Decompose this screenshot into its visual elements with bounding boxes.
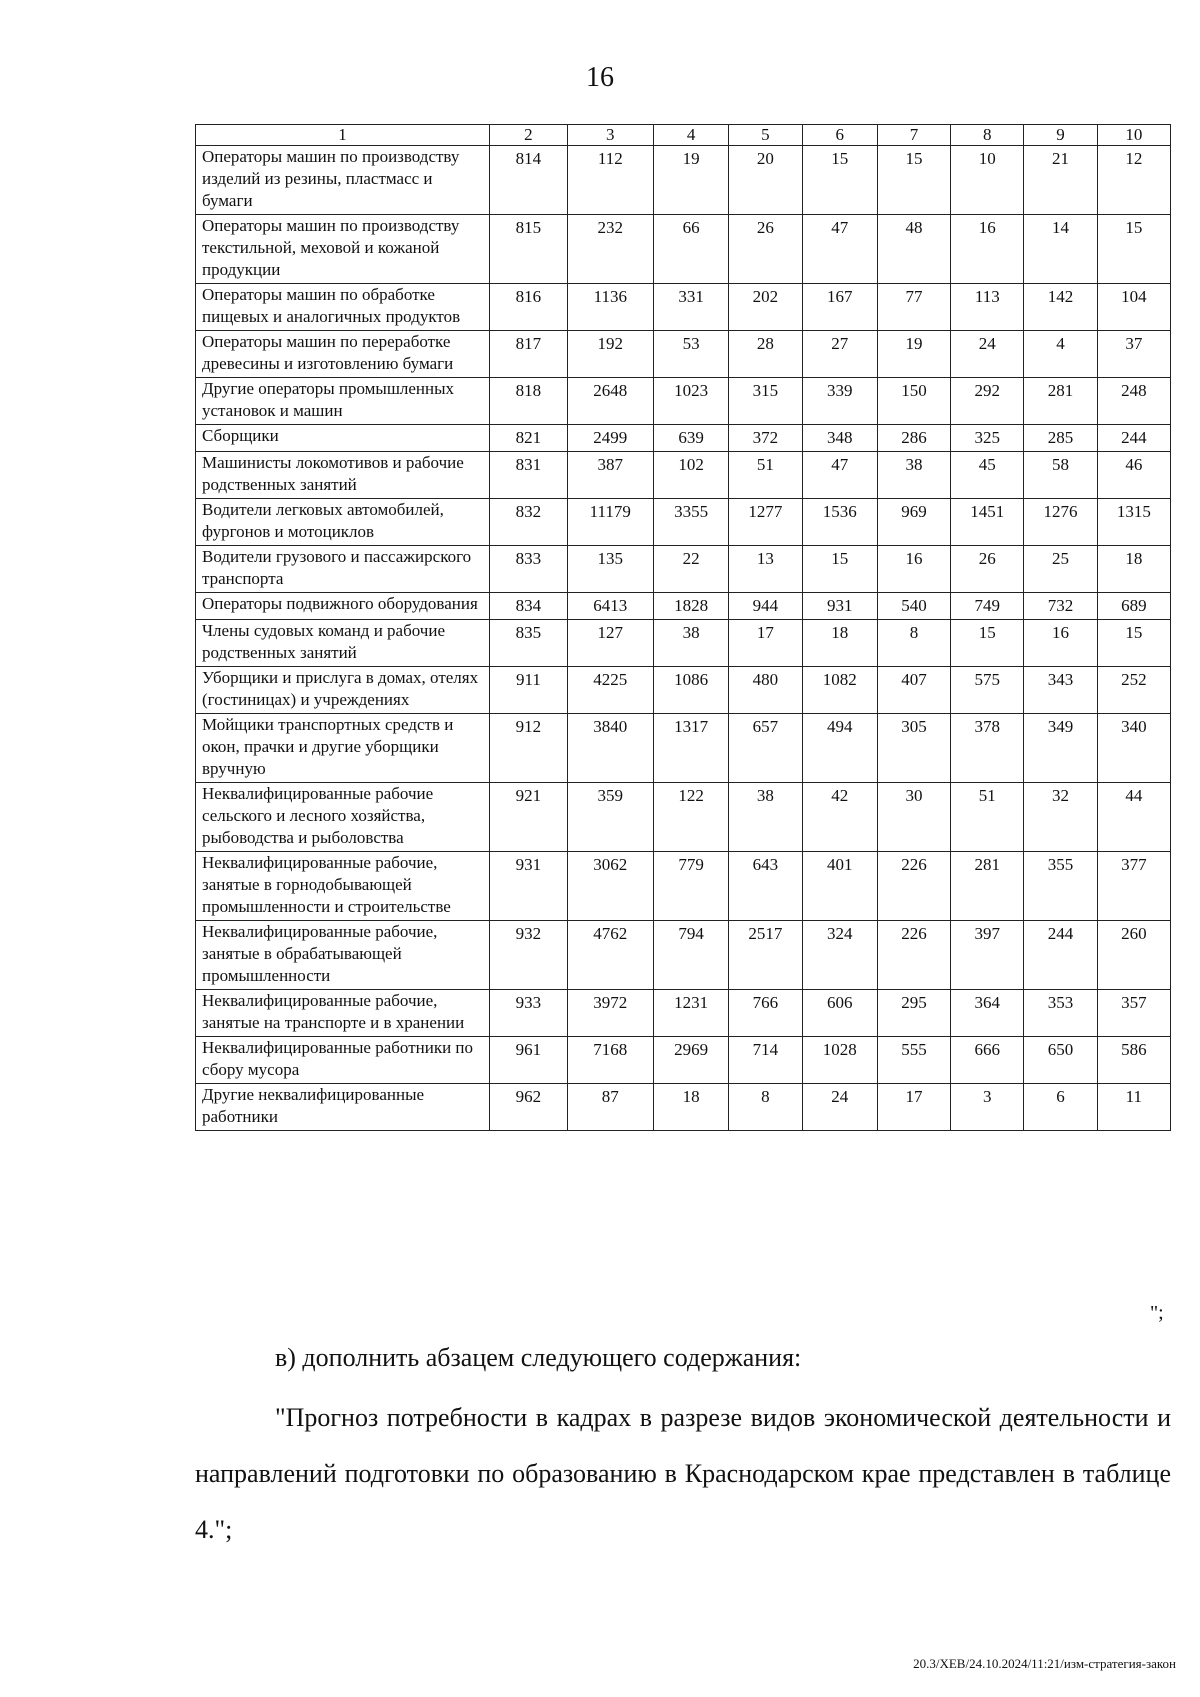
value-cell: 292 (951, 378, 1024, 425)
value-cell: 19 (653, 146, 728, 215)
occupation-name-cell: Неквалифицированные рабочие, занятые в обрабатывающей промышленности (196, 921, 490, 990)
value-cell: 643 (729, 852, 802, 921)
occupation-code-cell: 912 (490, 714, 568, 783)
value-cell: 32 (1024, 783, 1097, 852)
paragraph-forecast: "Прогноз потребности в кадрах в разрезе видов экономической деятельности и направлений подготовки по образованию в Краснодарском крае представлен в таблице 4."; (195, 1403, 1171, 1544)
occupation-code-cell: 835 (490, 620, 568, 667)
value-cell: 18 (802, 620, 877, 667)
value-cell: 794 (653, 921, 728, 990)
occupation-name-cell: Уборщики и прислуга в домах, отелях (гостиницах) и учреждениях (196, 667, 490, 714)
value-cell: 28 (729, 331, 802, 378)
value-cell: 639 (653, 425, 728, 452)
occupation-code-cell: 962 (490, 1084, 568, 1131)
table-row (196, 1084, 1171, 1131)
value-cell: 38 (653, 620, 728, 667)
occupation-code-cell: 814 (490, 146, 568, 215)
occupation-code-cell: 831 (490, 452, 568, 499)
value-cell: 353 (1024, 990, 1097, 1037)
value-cell: 355 (1024, 852, 1097, 921)
occupation-code-cell: 931 (490, 852, 568, 921)
value-cell: 226 (877, 921, 950, 990)
value-cell: 51 (951, 783, 1024, 852)
value-cell: 749 (951, 593, 1024, 620)
value-cell: 1028 (802, 1037, 877, 1084)
value-cell: 295 (877, 990, 950, 1037)
value-cell: 3972 (567, 990, 653, 1037)
value-cell: 586 (1097, 1037, 1170, 1084)
value-cell: 42 (802, 783, 877, 852)
table-row (196, 284, 1171, 331)
value-cell: 27 (802, 331, 877, 378)
value-cell: 45 (951, 452, 1024, 499)
value-cell: 150 (877, 378, 950, 425)
value-cell: 8 (729, 1084, 802, 1131)
value-cell: 16 (1024, 620, 1097, 667)
value-cell: 343 (1024, 667, 1097, 714)
value-cell: 3 (951, 1084, 1024, 1131)
value-cell: 555 (877, 1037, 950, 1084)
value-cell: 281 (1024, 378, 1097, 425)
value-cell: 1276 (1024, 499, 1097, 546)
table-row (196, 852, 1171, 921)
value-cell: 2499 (567, 425, 653, 452)
value-cell: 15 (1097, 620, 1170, 667)
value-cell: 24 (951, 331, 1024, 378)
value-cell: 324 (802, 921, 877, 990)
value-cell: 657 (729, 714, 802, 783)
occupation-name-cell: Операторы машин по производству текстильной, меховой и кожаной продукции (196, 215, 490, 284)
value-cell: 714 (729, 1037, 802, 1084)
value-cell: 2648 (567, 378, 653, 425)
value-cell: 202 (729, 284, 802, 331)
table-row (196, 921, 1171, 990)
table-row (196, 546, 1171, 593)
value-cell: 47 (802, 215, 877, 284)
data-table (195, 124, 1171, 1131)
value-cell: 348 (802, 425, 877, 452)
closing-quote: "; (1150, 1302, 1164, 1324)
occupation-code-cell: 816 (490, 284, 568, 331)
occupation-name-cell: Члены судовых команд и рабочие родственных занятий (196, 620, 490, 667)
value-cell: 1317 (653, 714, 728, 783)
column-header: 4 (653, 125, 728, 146)
occupation-name-cell: Машинисты локомотивов и рабочие родственных занятий (196, 452, 490, 499)
value-cell: 15 (877, 146, 950, 215)
occupation-name-cell: Другие неквалифицированные работники (196, 1084, 490, 1131)
value-cell: 192 (567, 331, 653, 378)
table-row (196, 620, 1171, 667)
column-header: 5 (729, 125, 802, 146)
value-cell: 30 (877, 783, 950, 852)
value-cell: 407 (877, 667, 950, 714)
value-cell: 87 (567, 1084, 653, 1131)
occupation-code-cell: 817 (490, 331, 568, 378)
table-row (196, 331, 1171, 378)
value-cell: 1086 (653, 667, 728, 714)
table-row (196, 1037, 1171, 1084)
table-row (196, 215, 1171, 284)
value-cell: 26 (729, 215, 802, 284)
occupation-name-cell: Водители грузового и пассажирского транспорта (196, 546, 490, 593)
value-cell: 13 (729, 546, 802, 593)
value-cell: 44 (1097, 783, 1170, 852)
table-row (196, 378, 1171, 425)
occupation-name-cell: Операторы машин по обработке пищевых и аналогичных продуктов (196, 284, 490, 331)
value-cell: 122 (653, 783, 728, 852)
occupation-name-cell: Операторы машин по производству изделий из резины, пластмасс и бумаги (196, 146, 490, 215)
value-cell: 12 (1097, 146, 1170, 215)
value-cell: 766 (729, 990, 802, 1037)
occupation-code-cell: 834 (490, 593, 568, 620)
value-cell: 325 (951, 425, 1024, 452)
occupation-code-cell: 961 (490, 1037, 568, 1084)
value-cell: 248 (1097, 378, 1170, 425)
value-cell: 4762 (567, 921, 653, 990)
value-cell: 47 (802, 452, 877, 499)
value-cell: 113 (951, 284, 1024, 331)
value-cell: 11179 (567, 499, 653, 546)
value-cell: 21 (1024, 146, 1097, 215)
value-cell: 18 (653, 1084, 728, 1131)
value-cell: 331 (653, 284, 728, 331)
value-cell: 401 (802, 852, 877, 921)
value-cell: 22 (653, 546, 728, 593)
value-cell: 167 (802, 284, 877, 331)
column-header: 2 (490, 125, 568, 146)
table-header-row (196, 125, 1171, 146)
value-cell: 46 (1097, 452, 1170, 499)
column-header: 3 (567, 125, 653, 146)
value-cell: 1536 (802, 499, 877, 546)
table-row (196, 593, 1171, 620)
occupation-code-cell: 818 (490, 378, 568, 425)
table-row (196, 146, 1171, 215)
occupation-code-cell: 933 (490, 990, 568, 1037)
column-header: 6 (802, 125, 877, 146)
value-cell: 102 (653, 452, 728, 499)
value-cell: 51 (729, 452, 802, 499)
value-cell: 1231 (653, 990, 728, 1037)
value-cell: 26 (951, 546, 1024, 593)
value-cell: 104 (1097, 284, 1170, 331)
value-cell: 15 (1097, 215, 1170, 284)
value-cell: 25 (1024, 546, 1097, 593)
value-cell: 931 (802, 593, 877, 620)
table-row (196, 452, 1171, 499)
value-cell: 2517 (729, 921, 802, 990)
value-cell: 232 (567, 215, 653, 284)
value-cell: 16 (877, 546, 950, 593)
value-cell: 1451 (951, 499, 1024, 546)
column-header: 1 (196, 125, 490, 146)
value-cell: 4225 (567, 667, 653, 714)
occupation-name-cell: Водители легковых автомобилей, фургонов и мотоциклов (196, 499, 490, 546)
occupation-name-cell: Другие операторы промышленных установок и машин (196, 378, 490, 425)
value-cell: 11 (1097, 1084, 1170, 1131)
value-cell: 3840 (567, 714, 653, 783)
value-cell: 1082 (802, 667, 877, 714)
occupation-code-cell: 832 (490, 499, 568, 546)
value-cell: 969 (877, 499, 950, 546)
value-cell: 58 (1024, 452, 1097, 499)
value-cell: 1277 (729, 499, 802, 546)
value-cell: 285 (1024, 425, 1097, 452)
column-header: 10 (1097, 125, 1170, 146)
value-cell: 6 (1024, 1084, 1097, 1131)
value-cell: 606 (802, 990, 877, 1037)
value-cell: 494 (802, 714, 877, 783)
value-cell: 397 (951, 921, 1024, 990)
value-cell: 359 (567, 783, 653, 852)
value-cell: 15 (802, 546, 877, 593)
table-body (196, 146, 1171, 1131)
value-cell: 10 (951, 146, 1024, 215)
value-cell: 66 (653, 215, 728, 284)
page-number: 16 (586, 62, 614, 93)
value-cell: 6413 (567, 593, 653, 620)
value-cell: 377 (1097, 852, 1170, 921)
value-cell: 944 (729, 593, 802, 620)
value-cell: 260 (1097, 921, 1170, 990)
value-cell: 378 (951, 714, 1024, 783)
value-cell: 77 (877, 284, 950, 331)
column-header: 7 (877, 125, 950, 146)
occupation-name-cell: Неквалифицированные рабочие, занятые в горнодобывающей промышленности и строительстве (196, 852, 490, 921)
table-row (196, 667, 1171, 714)
value-cell: 127 (567, 620, 653, 667)
value-cell: 779 (653, 852, 728, 921)
value-cell: 364 (951, 990, 1024, 1037)
value-cell: 1023 (653, 378, 728, 425)
value-cell: 1828 (653, 593, 728, 620)
occupation-code-cell: 833 (490, 546, 568, 593)
value-cell: 315 (729, 378, 802, 425)
column-header: 9 (1024, 125, 1097, 146)
paragraph-amendment: в) дополнить абзацем следующего содержания: (275, 1343, 802, 1372)
occupation-code-cell: 911 (490, 667, 568, 714)
value-cell: 1136 (567, 284, 653, 331)
value-cell: 689 (1097, 593, 1170, 620)
value-cell: 142 (1024, 284, 1097, 331)
value-cell: 18 (1097, 546, 1170, 593)
value-cell: 3062 (567, 852, 653, 921)
occupation-name-cell: Неквалифицированные работники по сбору мусора (196, 1037, 490, 1084)
value-cell: 37 (1097, 331, 1170, 378)
value-cell: 305 (877, 714, 950, 783)
value-cell: 340 (1097, 714, 1170, 783)
value-cell: 286 (877, 425, 950, 452)
value-cell: 1315 (1097, 499, 1170, 546)
value-cell: 349 (1024, 714, 1097, 783)
value-cell: 48 (877, 215, 950, 284)
value-cell: 244 (1024, 921, 1097, 990)
occupation-name-cell: Операторы машин по переработке древесины и изготовлению бумаги (196, 331, 490, 378)
occupation-name-cell: Сборщики (196, 425, 490, 452)
value-cell: 20 (729, 146, 802, 215)
occupation-code-cell: 815 (490, 215, 568, 284)
value-cell: 17 (877, 1084, 950, 1131)
value-cell: 4 (1024, 331, 1097, 378)
value-cell: 14 (1024, 215, 1097, 284)
value-cell: 3355 (653, 499, 728, 546)
value-cell: 24 (802, 1084, 877, 1131)
occupation-name-cell: Неквалифицированные рабочие, занятые на транспорте и в хранении (196, 990, 490, 1037)
value-cell: 650 (1024, 1037, 1097, 1084)
column-header: 8 (951, 125, 1024, 146)
value-cell: 387 (567, 452, 653, 499)
value-cell: 15 (802, 146, 877, 215)
value-cell: 372 (729, 425, 802, 452)
value-cell: 732 (1024, 593, 1097, 620)
value-cell: 135 (567, 546, 653, 593)
value-cell: 540 (877, 593, 950, 620)
value-cell: 8 (877, 620, 950, 667)
table-row (196, 783, 1171, 852)
occupation-code-cell: 921 (490, 783, 568, 852)
value-cell: 112 (567, 146, 653, 215)
value-cell: 2969 (653, 1037, 728, 1084)
occupation-name-cell: Мойщики транспортных средств и окон, прачки и другие уборщики вручную (196, 714, 490, 783)
occupation-name-cell: Операторы подвижного оборудования (196, 593, 490, 620)
value-cell: 357 (1097, 990, 1170, 1037)
table-row (196, 425, 1171, 452)
value-cell: 339 (802, 378, 877, 425)
value-cell: 244 (1097, 425, 1170, 452)
value-cell: 19 (877, 331, 950, 378)
value-cell: 16 (951, 215, 1024, 284)
value-cell: 38 (877, 452, 950, 499)
occupation-code-cell: 932 (490, 921, 568, 990)
value-cell: 17 (729, 620, 802, 667)
table-row (196, 990, 1171, 1037)
value-cell: 7168 (567, 1037, 653, 1084)
table-row (196, 714, 1171, 783)
value-cell: 53 (653, 331, 728, 378)
value-cell: 15 (951, 620, 1024, 667)
value-cell: 281 (951, 852, 1024, 921)
occupation-code-cell: 821 (490, 425, 568, 452)
value-cell: 252 (1097, 667, 1170, 714)
value-cell: 480 (729, 667, 802, 714)
occupation-name-cell: Неквалифицированные рабочие сельского и лесного хозяйства, рыбоводства и рыболовства (196, 783, 490, 852)
value-cell: 575 (951, 667, 1024, 714)
value-cell: 666 (951, 1037, 1024, 1084)
table-row (196, 499, 1171, 546)
value-cell: 38 (729, 783, 802, 852)
footer-document-code: 20.3/ХЕВ/24.10.2024/11:21/изм-стратегия-закон (913, 1656, 1176, 1671)
value-cell: 226 (877, 852, 950, 921)
